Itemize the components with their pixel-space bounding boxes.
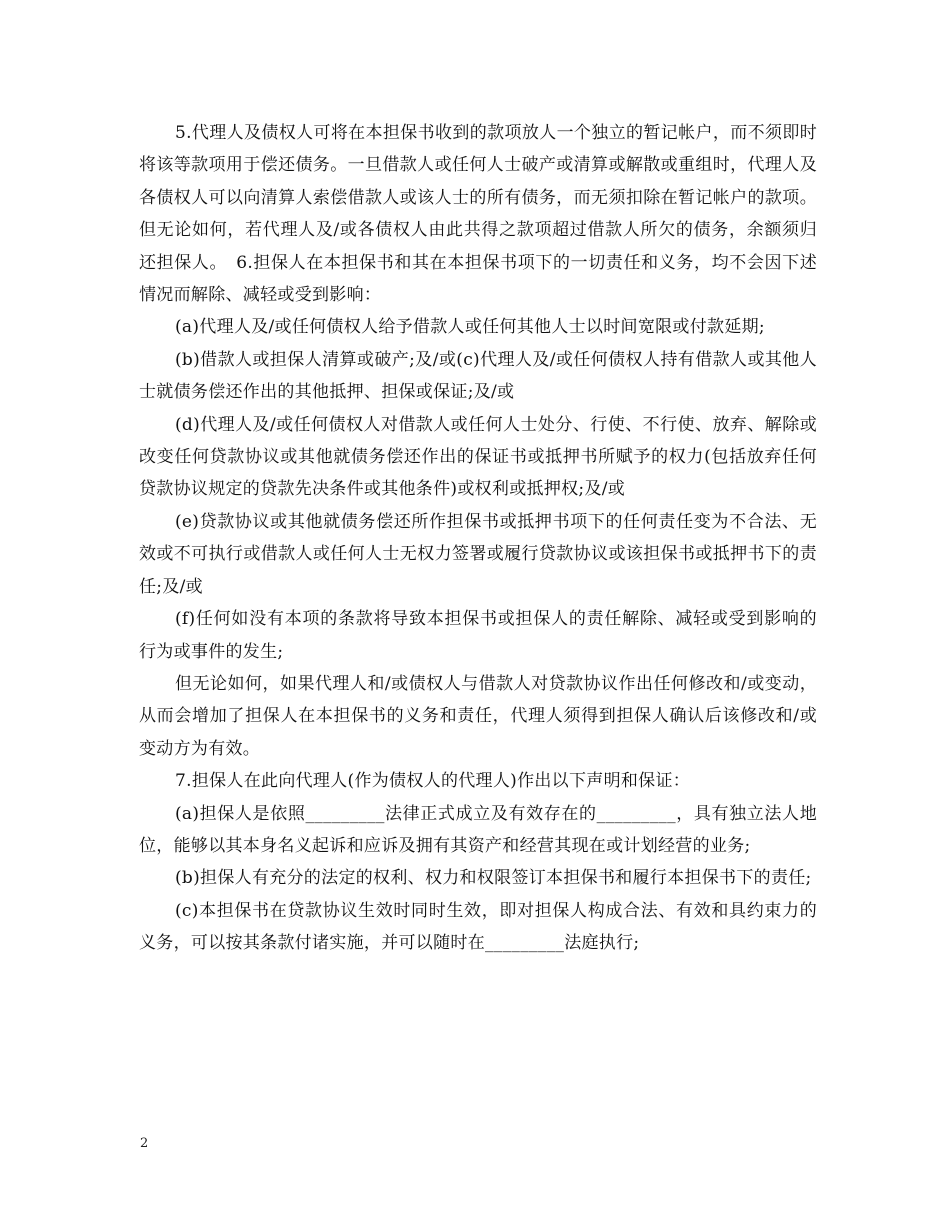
paragraph-item-f: (f)任何如没有本项的条款将导致本担保书或担保人的责任解除、减轻或受到影响的行为或事件的发生; [139, 609, 817, 662]
paragraph-clause-7: 7.担保人在此向代理人(作为债权人的代理人)作出以下声明和保证： [175, 771, 691, 792]
paragraph-warranty-c: (c)本担保书在贷款协议生效时同时生效，即对担保人构成合法、有效和具约束力的义务，可以按其条款付诸实施，并可以随时在_________法庭执行; [139, 900, 817, 954]
paragraph-item-a: (a)代理人及/或任何债权人给予借款人或任何其他人士以时间宽限或付款延期; [175, 317, 765, 338]
paragraph-proviso: 但无论如何，如果代理人和/或债权人与借款人对贷款协议作出任何修改和/或变动，从而会增加了担保人在本担保书的义务和责任，代理人须得到担保人确认后该修改和/或变动方为有效。 [139, 673, 817, 759]
paragraph-item-e: (e)贷款协议或其他就债务偿还所作担保书或抵押书项下的任何责任变为不合法、无效或不可执行或借款人或任何人士无权力签署或履行贷款协议或该担保书或抵押书下的责任;及/或 [139, 511, 817, 597]
paragraph-item-d: (d)代理人及/或任何债权人对借款人或任何人士处分、行使、不行使、放弃、解除或改变任何贷款协议或其他就债务偿还作出的保证书或抵押书所赋予的权力(包括放弃任何贷款协议规定的贷款先决条件或其他条件)或权利或抵押权;及/或 [139, 414, 817, 500]
document-body [139, 117, 817, 960]
paragraph-item-b-c: (b)借款人或担保人清算或破产;及/或(c)代理人及/或任何债权人持有借款人或其他人士就债务偿还作出的其他抵押、担保或保证;及/或 [139, 349, 817, 403]
paragraph-warranty-b: (b)担保人有充分的法定的权利、权力和权限签订本担保书和履行本担保书下的责任; [175, 868, 812, 889]
paragraph-warranty-a: (a)担保人是依照_________法律正式成立及有效存在的_________，具有独立法人地位，能够以其本身名义起诉和应诉及拥有其资产和经营其现在或计划经营的业务; [139, 803, 817, 856]
paragraph-clause-5-6: 5.代理人及债权人可将在本担保书收到的款项放人一个独立的暂记帐户，而不须即时将该等款项用于偿还债务。一旦借款人或任何人士破产或清算或解散或重组时，代理人及各债权人可以向清算人索偿借款人或该人士的所有债务，而无须扣除在暂记帐户的款项。但无论如何，若代理人及/或各债权人由此共得之款项超过借款人所欠的债务，余额须归还担保人。 6.担保人在本担保书和其在本担保书项下的一切责任和义务，均不会因下述情况而解除、减轻或受到影响： [139, 123, 817, 306]
page-number: 2 [140, 1136, 149, 1151]
